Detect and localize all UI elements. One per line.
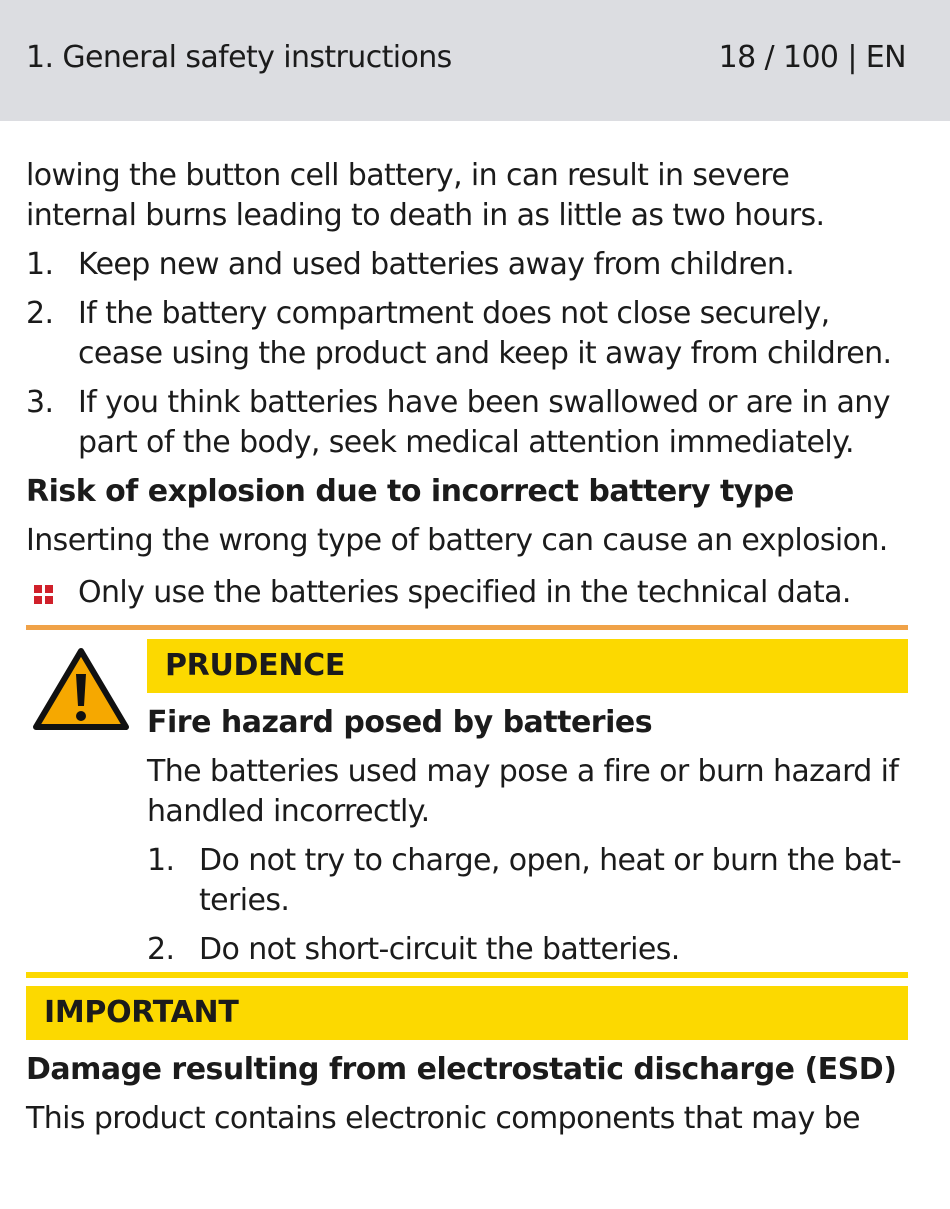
explosion-text: Inserting the wrong type of battery can cause an explosion. — [26, 523, 888, 558]
important-text: This product contains electronic components that may be — [26, 1101, 860, 1136]
list-number: 1. — [147, 843, 175, 878]
prudence-steps — [147, 841, 908, 970]
important-heading: Damage resulting from electrostatic discharge (ESD) — [26, 1052, 897, 1087]
list-text: Do not short-circuit the batteries. — [199, 932, 680, 967]
explosion-heading: Risk of explosion due to incorrect battery type — [26, 474, 794, 509]
list-item — [26, 245, 908, 285]
list-item — [147, 930, 908, 970]
prudence-text: The batteries used may pose a fire or burn hazard if handled incorrectly. — [147, 754, 899, 829]
bullet-text: Only use the batteries specified in the technical data. — [78, 575, 851, 610]
prudence-warning-block — [26, 630, 908, 972]
list-item — [26, 294, 908, 374]
list-number: 2. — [26, 296, 54, 331]
child-safety-steps — [26, 245, 908, 463]
list-number: 1. — [26, 247, 54, 282]
red-bullet-icon — [34, 585, 54, 605]
explosion-bullet — [26, 573, 908, 613]
prudence-body — [147, 630, 908, 970]
list-text: If you think batteries have been swallowed or are in any part of the body, seek medical attention immediately. — [78, 385, 890, 460]
page-content — [26, 156, 908, 1139]
list-number: 3. — [26, 385, 54, 420]
list-text: Keep new and used batteries away from children. — [78, 247, 795, 282]
list-number: 2. — [147, 932, 175, 967]
section-title: 1. General safety instructions — [26, 40, 452, 75]
prudence-heading: Fire hazard posed by batteries — [147, 705, 653, 740]
warning-icon — [32, 646, 130, 732]
page-info: 18 / 100 | EN — [718, 40, 906, 75]
list-text: Do not try to charge, open, heat or burn the bat-teries. — [199, 843, 902, 918]
list-item — [26, 383, 908, 463]
important-signal-word: IMPORTANT — [26, 986, 908, 1040]
yellow-divider — [26, 972, 908, 978]
list-item — [147, 841, 908, 921]
page-header — [0, 0, 950, 121]
list-text: If the battery compartment does not close securely, cease using the product and keep it away from children. — [78, 296, 892, 371]
prudence-signal-word: PRUDENCE — [147, 639, 908, 693]
intro-text: lowing the button cell battery, in can result in severe internal burns leading to death in as little as two hours. — [26, 158, 825, 233]
